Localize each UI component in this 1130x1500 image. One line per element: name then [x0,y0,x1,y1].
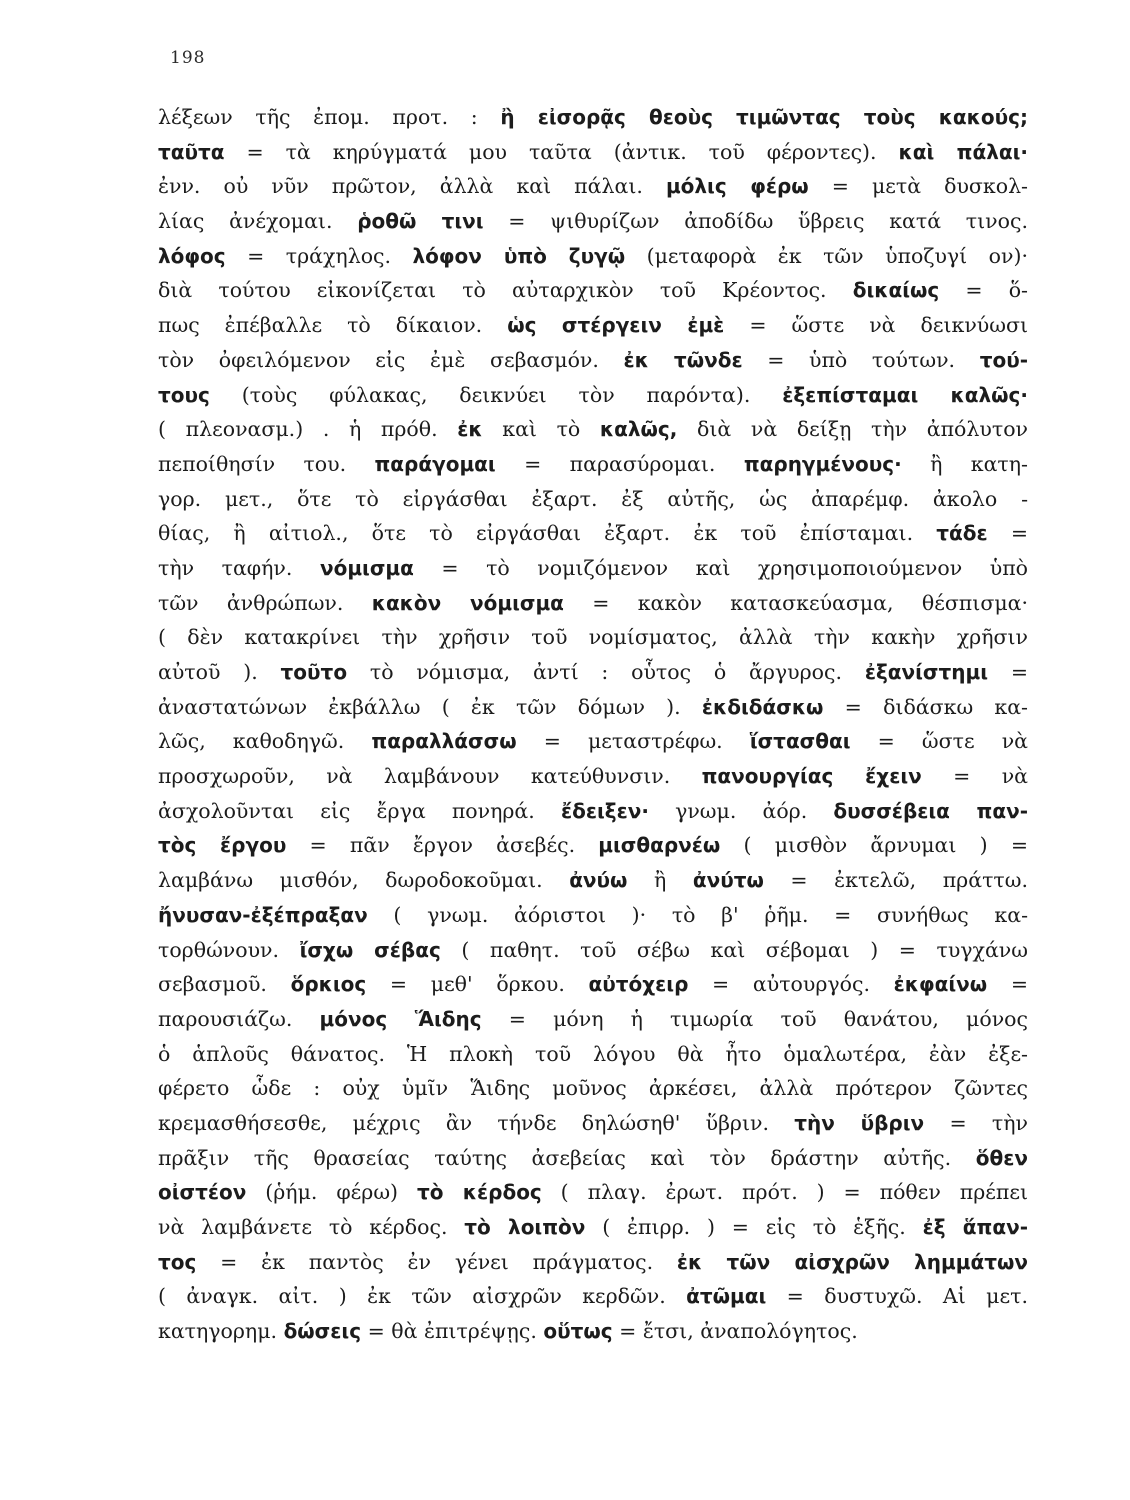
headword: καὶ πάλαι· [898,139,1028,164]
headword: τους [158,382,210,407]
headword: ἴσχω σέβας [299,937,441,962]
text-line [158,1210,1028,1245]
gloss-text: = ἐκτελῶ, πράττω. [763,868,1028,893]
gloss-text: παρουσιάζω. [158,1006,320,1031]
gloss-text: ὁ ἁπλοῦς θάνατος. Ἡ πλοκὴ τοῦ λόγου θὰ ἦτο ὁμαλωτέρα, ἐὰν ἐξε- [158,1041,1028,1066]
text-line [158,482,1028,517]
gloss-text: ( μισθὸν ἄρνυμαι ) = [720,833,1029,858]
text-line [158,863,1028,898]
headword: μόλις φέρω [665,174,809,199]
gloss-text: ἀσχολοῦνται εἰς ἔργα πονηρά. [158,798,561,823]
text-line [158,794,1028,829]
headword: δώσεις [283,1319,362,1344]
headword: λόφον ὑπὸ ζυγῷ [412,243,626,268]
gloss-text: = μεθ' ὅρκου. [366,972,589,997]
text-line [158,1175,1028,1210]
text-line [158,1314,1028,1349]
headword: νόμισμα [319,555,414,580]
headword: κακὸν νόμισμα [371,590,564,615]
text-line [158,828,1028,863]
gloss-text: τὸ νόμισμα, ἀντί : οὗτος ὁ ἄργυρος. [347,660,865,684]
text-line [158,933,1028,968]
text-line [158,898,1028,933]
gloss-text: ἢ [627,868,693,893]
gloss-text: = μεταστρέφω. [516,729,750,754]
gloss-text: = θὰ ἐπιτρέψῃς. [361,1319,544,1344]
gloss-text: = παρασύρομαι. [495,451,744,476]
gloss-text: κατηγορημ. [158,1319,284,1344]
gloss-text: = μόνη ἡ τιμωρία τοῦ θανάτου, μόνος [481,1006,1028,1031]
page-body [158,100,1028,1349]
headword: ἐξανίστημι [864,660,989,684]
gloss-text: λέξεων τῆς ἐπομ. προτ. : [158,105,501,129]
gloss-text: (ῥήμ. φέρω) [246,1180,417,1205]
headword: καλῶς, [599,417,678,442]
headword: ἐκ τῶν αἰσχρῶν λημμάτων [676,1249,1028,1274]
headword: παράγομαι [374,451,496,476]
headword: ῥοθῶ τινι [357,209,484,234]
gloss-text: προσχωροῦν, νὰ λαμβάνουν κατεύθυνσιν. [158,764,702,789]
gloss-text: = ὑπὸ τούτων. [742,347,980,372]
gloss-text: τῶν ἀνθρώπων. [158,590,372,615]
text-line [158,967,1028,1002]
headword: ἐκ τῶνδε [623,347,743,372]
gloss-text: = ὥστε νὰ δεικνύωσι [724,313,1028,338]
gloss-text: διὰ νὰ δείξῃ τὴν ἀπόλυτον [677,417,1029,442]
gloss-text: τορθώνουν. [158,937,300,962]
gloss-text: πως ἐπέβαλλε τὸ δίκαιον. [158,313,508,338]
headword: ἤνυσαν-ἐξέπραξαν [158,902,368,927]
headword: τὴν ὕβριν [794,1110,925,1135]
text-line [158,620,1028,655]
headword: ἀτῶμαι [686,1284,767,1309]
headword: ταῦτα [158,139,225,164]
gloss-text: λαμβάνω μισθόν, δωροδοκοῦμαι. [158,868,570,893]
gloss-text: ἀναστατώνων ἐκβάλλω ( ἐκ τῶν δόμων ). [158,694,702,719]
text-line [158,655,1028,690]
gloss-text: = τράχηλος. [225,243,413,268]
text-line [158,204,1028,239]
text-line [158,516,1028,551]
gloss-text: ( πλεονασμ.) . ἡ πρόθ. [158,417,458,442]
gloss-text: = νὰ [921,764,1028,789]
headword: οἰστέον [158,1180,247,1205]
text-line [158,273,1028,308]
text-line [158,100,1028,135]
gloss-text: = μετὰ δυσκολ- [808,174,1028,199]
text-line [158,1002,1028,1037]
gloss-text: φέρετο ὧδε : οὐχ ὑμῖν Ἅιδης μοῦνος ἀρκέσει, ἀλλὰ πρότερον ζῶντες [158,1076,1028,1101]
gloss-text: γορ. μετ., ὅτε τὸ εἰργάσθαι ἐξαρτ. ἐξ αὐτῆς, ὡς ἀπαρέμφ. ἀκολο - [158,486,1028,511]
gloss-text: ( γνωμ. ἀόριστοι )· τὸ β' ῥῆμ. = συνήθως κα- [367,902,1028,927]
text-line [158,239,1028,274]
text-line [158,1106,1028,1141]
headword: τού- [979,347,1028,372]
headword: μισθαρνέω [598,833,721,858]
gloss-text: καὶ τὸ [482,417,600,442]
gloss-text: διὰ τούτου εἰκονίζεται τὸ αὐταρχικὸν τοῦ Κρέοντος. [158,278,853,303]
gloss-text: = ἐκ παντὸς ἐν γένει πράγματος. [196,1249,677,1274]
text-line [158,724,1028,759]
gloss-text: = τὰ κηρύγματά μου ταῦτα (ἀντικ. τοῦ φέροντες). [224,139,899,164]
gloss-text: = ἔτσι, ἀναπολόγητος. [612,1319,858,1344]
headword: δικαίως [852,278,940,303]
gloss-text: νὰ λαμβάνετε τὸ κέρδος. [158,1215,465,1239]
text-line [158,1279,1028,1314]
headword: πανουργίας ἔχειν [701,764,922,789]
text-line [158,412,1028,447]
gloss-text: θίας, ἢ αἰτιολ., ὅτε τὸ εἰργάσθαι ἐξαρτ. ἐκ τοῦ ἐπίσταμαι. [158,521,937,546]
gloss-text: (τοὺς φύλακας, δεικνύει τὸν παρόντα). [209,382,783,407]
gloss-text: = ὅ- [939,278,1028,303]
headword: ὡς στέργειν ἐμὲ [507,313,725,338]
gloss-text: ἐνν. οὐ νῦν πρῶτον, ἀλλὰ καὶ πάλαι. [158,174,666,199]
headword: παρηγμένους· [743,451,902,476]
headword: ἀνύτω [692,868,764,893]
text-line [158,1141,1028,1176]
text-line [158,586,1028,621]
gloss-text: = πᾶν ἔργον ἀσεβές. [286,833,599,858]
text-line [158,759,1028,794]
gloss-text: = ψιθυρίζων ἀποδίδω ὕβρεις κατά τινος. [483,209,1028,234]
headword: ἐξ ἅπαν- [922,1215,1029,1239]
headword: ἵστασθαι [749,729,851,754]
headword: ἐξεπίσταμαι καλῶς· [782,382,1028,407]
gloss-text: κρεμασθήσεσθε, μέχρις ἂν τήνδε δηλώσηθ' ὕβριν. [158,1110,795,1135]
text-line [158,378,1028,413]
headword: ἐκδιδάσκω [701,694,824,719]
text-line [158,343,1028,378]
headword: τὸ κέρδος [416,1180,542,1205]
gloss-text: τὴν ταφήν. [158,555,320,580]
headword: λόφος [158,243,226,268]
gloss-text: ( πλαγ. ἐρωτ. πρότ. ) = πόθεν πρέπει [541,1180,1029,1205]
page-number: 198 [170,48,206,68]
headword: μόνος Ἅιδης [319,1006,482,1031]
headword: δυσσέβεια παν- [833,798,1028,823]
gloss-text: σεβασμοῦ. [158,972,291,997]
headword: τοῦτο [280,660,348,684]
headword: ἐκφαίνω [893,972,988,997]
headword: παραλλάσσω [371,729,517,754]
text-line [158,1037,1028,1072]
headword: ἔδειξεν· [560,798,649,823]
gloss-text: = [987,521,1029,546]
gloss-text: = τὴν [924,1110,1028,1135]
gloss-text: = ὥστε νὰ [850,729,1029,754]
gloss-text: = [987,972,1028,997]
gloss-text: = [988,660,1028,684]
gloss-text: = τὸ νομιζόμενον καὶ χρησιμοποιούμενον ὑπὸ [413,555,1029,580]
gloss-text: αὐτοῦ ). [158,660,281,684]
text-line [158,169,1028,204]
headword: ἢ εἰσορᾷς θεοὺς τιμῶντας τοὺς κακούς; [500,105,1028,129]
headword: αὐτόχειρ [588,972,689,997]
gloss-text: λίας ἀνέχομαι. [158,209,358,234]
headword: τὸς ἔργου [158,833,287,858]
headword: ὅρκιος [290,972,367,997]
text-line [158,1071,1028,1106]
gloss-text: ἢ κατη- [901,451,1028,476]
gloss-text: γνωμ. ἀόρ. [648,798,834,823]
gloss-text: ( ἐπιρρ. ) = εἰς τὸ ἑξῆς. [585,1215,923,1239]
gloss-text: πρᾶξιν τῆς θρασείας ταύτης ἀσεβείας καὶ τὸν δράστην αὐτῆς. [158,1145,976,1170]
gloss-text: = κακὸν κατασκεύασμα, θέσπισμα· [563,590,1028,615]
text-line [158,447,1028,482]
gloss-text: τὸν ὀφειλόμενον εἰς ἐμὲ σεβασμόν. [158,347,624,372]
headword: τάδε [936,521,988,546]
text-line [158,551,1028,586]
text-line [158,135,1028,170]
gloss-text: = αὐτουργός. [688,972,894,997]
gloss-text: λῶς, καθοδηγῶ. [158,729,372,754]
gloss-text: ( δὲν κατακρίνει τὴν χρῆσιν τοῦ νομίσματος, ἀλλὰ τὴν κακὴν χρῆσιν [158,625,1028,650]
gloss-text: = διδάσκω κα- [823,694,1028,719]
gloss-text: = δυστυχῶ. Αἱ μετ. [766,1284,1028,1309]
gloss-text: ( ἀναγκ. αἰτ. ) ἐκ τῶν αἰσχρῶν κερδῶν. [158,1284,687,1309]
headword: ἐκ [457,417,483,442]
gloss-text: πεποίθησίν του. [158,451,375,476]
headword: οὕτως [543,1319,613,1344]
text-line [158,308,1028,343]
headword: τος [158,1249,197,1274]
headword: τὸ λοιπὸν [464,1215,586,1239]
headword: ἀνύω [569,868,628,893]
text-line [158,690,1028,725]
text-line [158,1245,1028,1280]
gloss-text: ( παθητ. τοῦ σέβω καὶ σέβομαι ) = τυγχάνω [440,937,1028,962]
gloss-text: (μεταφορὰ ἐκ τῶν ὑποζυγί ον)· [625,243,1028,268]
headword: ὅθεν [975,1145,1028,1170]
